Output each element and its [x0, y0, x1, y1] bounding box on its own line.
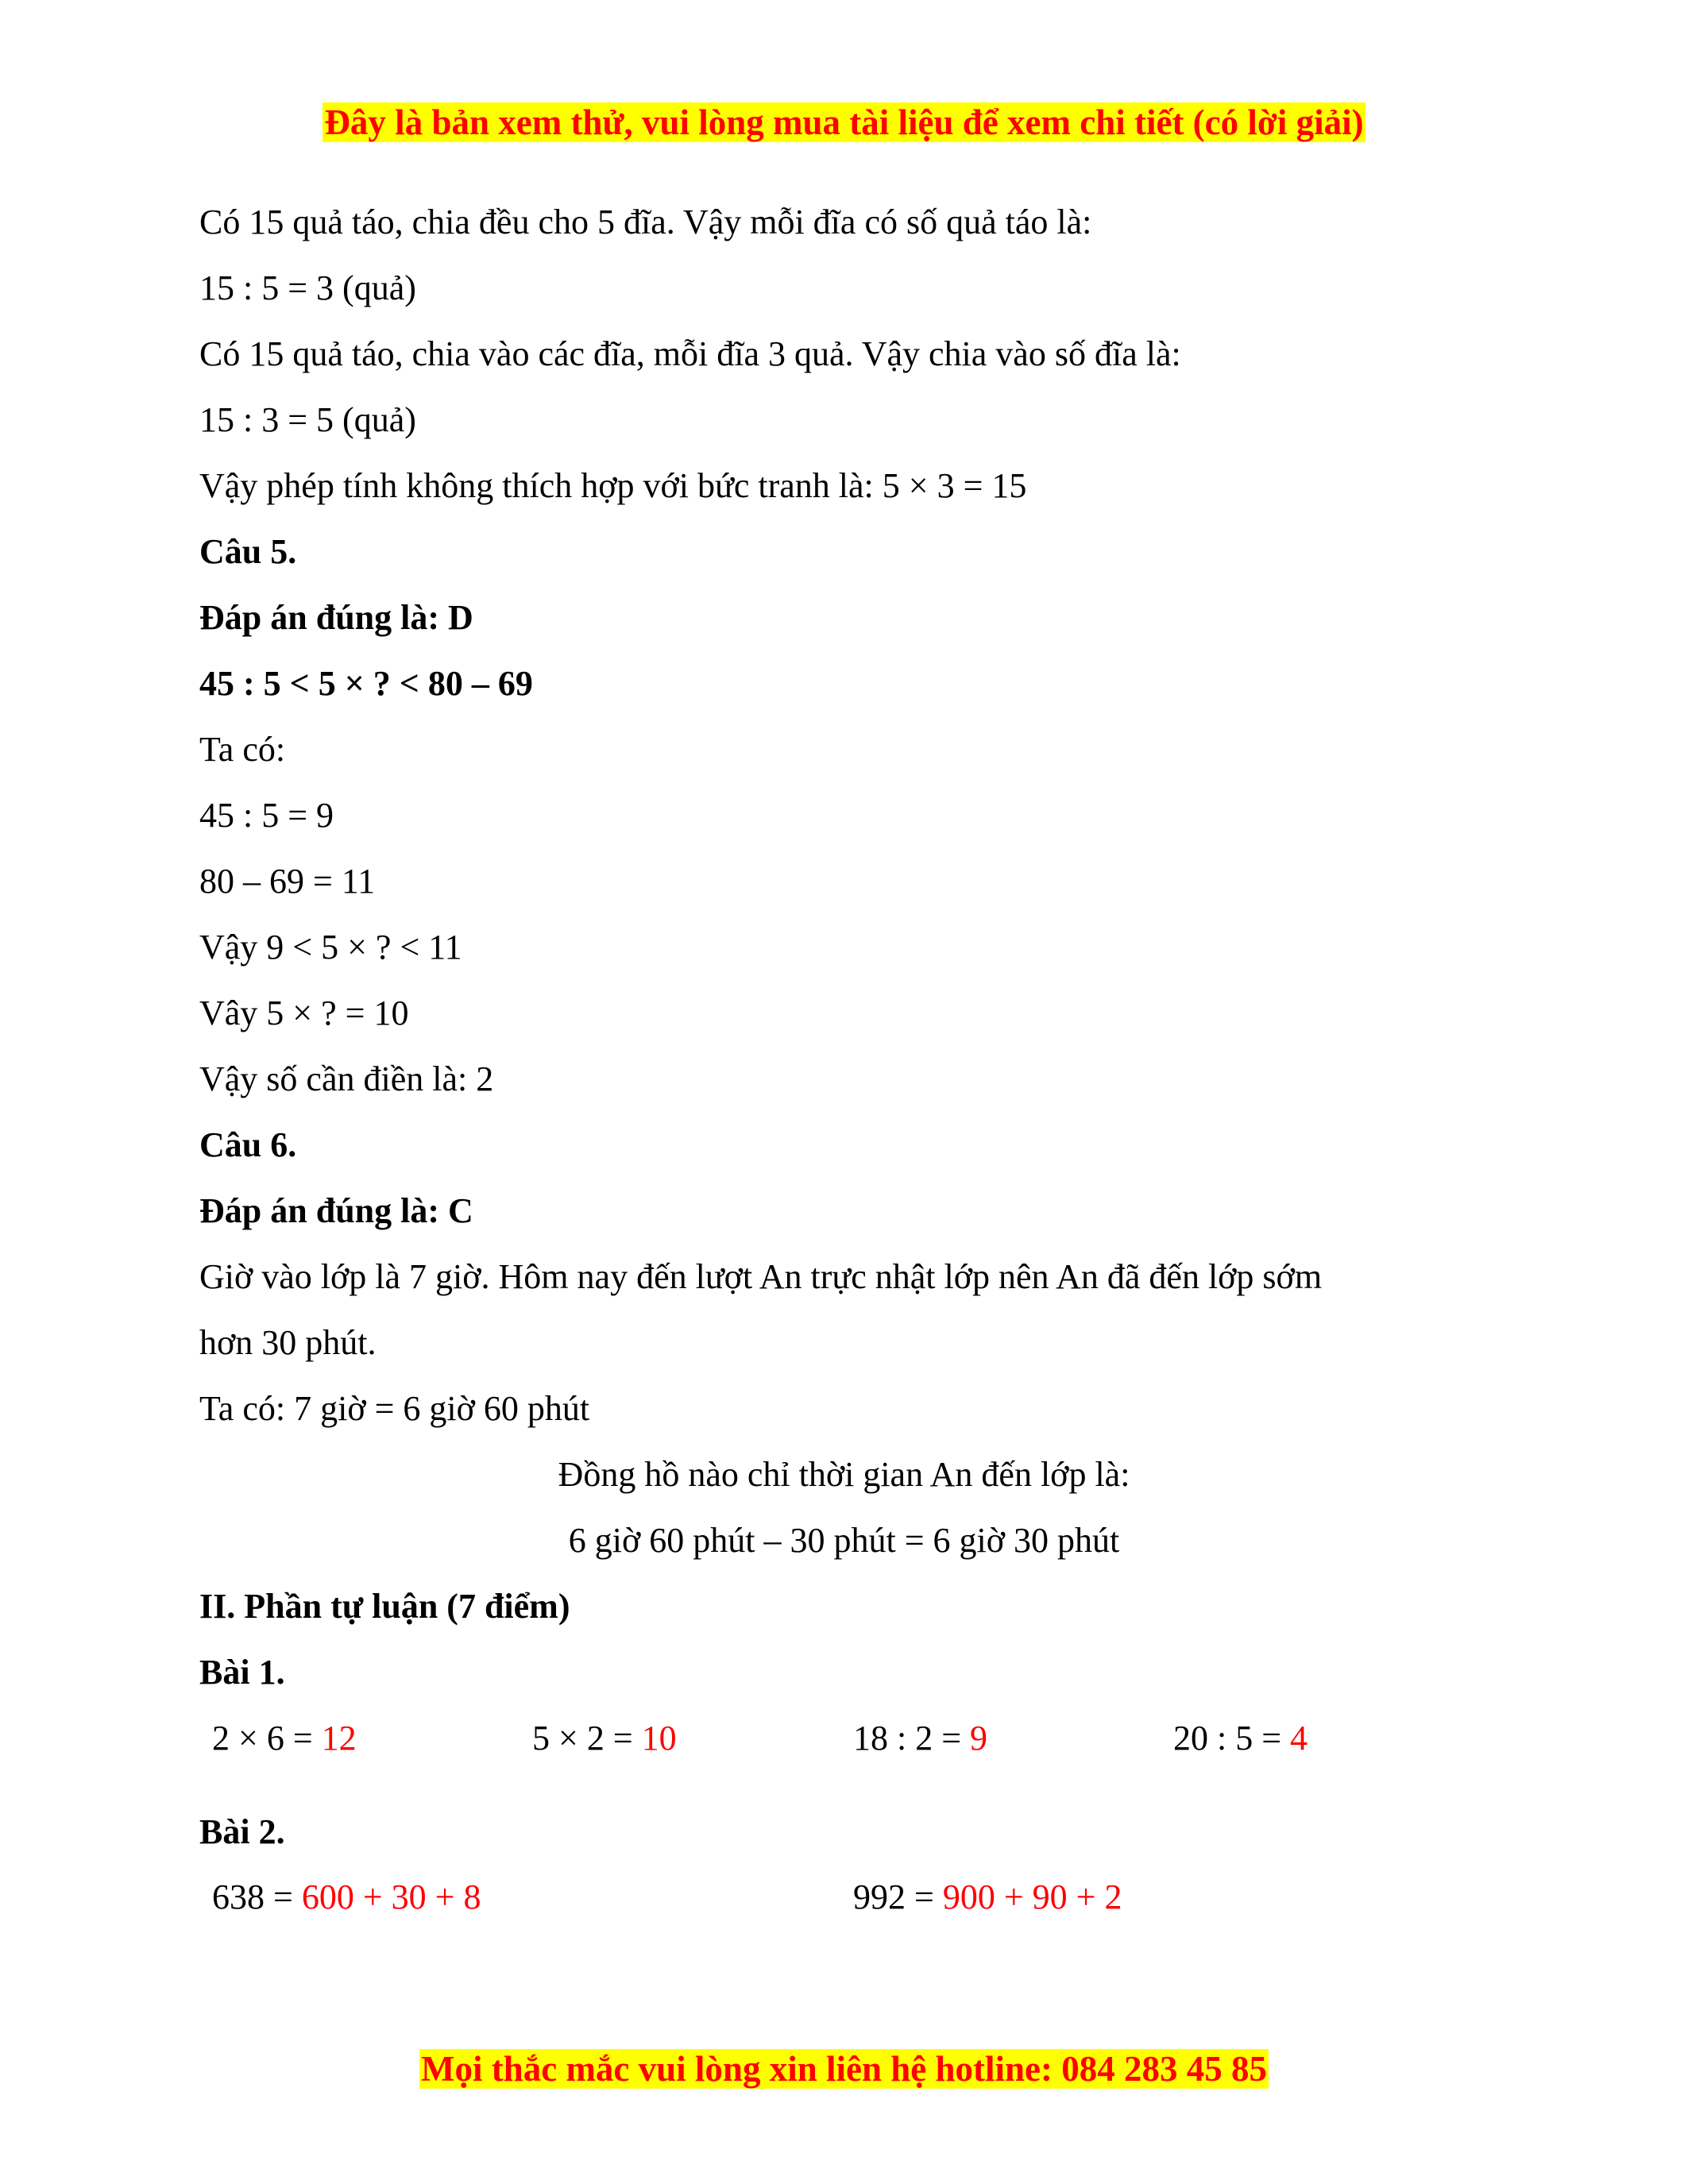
text-line: 45 : 5 = 9 — [199, 796, 334, 835]
question-heading: Câu 5. — [199, 532, 297, 571]
bai1-expression: 20 : 5 = — [1173, 1719, 1291, 1758]
bai2-answer: 600 + 30 + 8 — [301, 1877, 481, 1916]
bai1-expression: 2 × 6 = — [212, 1719, 322, 1758]
bai1-item — [853, 1716, 987, 1761]
bai2-answer: 900 + 90 + 2 — [942, 1877, 1122, 1916]
section-heading: II. Phần tự luận (7 điểm) — [199, 1587, 570, 1626]
text-line: Vậy phép tính không thích hợp với bức tranh là: 5 × 3 = 15 — [199, 466, 1027, 505]
text-line: Vậy số cần điền là: 2 — [199, 1059, 494, 1098]
text-line: 80 – 69 = 11 — [199, 862, 376, 901]
bai1-answer: 10 — [641, 1719, 677, 1758]
bai1-answer: 9 — [970, 1719, 988, 1758]
bai1-item — [212, 1716, 357, 1761]
text-line: Có 15 quả táo, chia vào các đĩa, mỗi đĩa 3 quả. Vậy chia vào số đĩa là: — [199, 334, 1181, 373]
text-line: Ta có: 7 giờ = 6 giờ 60 phút — [199, 1389, 590, 1428]
problem-statement: 45 : 5 < 5 × ? < 80 – 69 — [199, 664, 533, 703]
text-line: Giờ vào lớp là 7 giờ. Hôm nay đến lượt An trực nhật lớp nên An đã đến lớp sớm — [199, 1257, 1323, 1296]
centered-text-line: 6 giờ 60 phút – 30 phút = 6 giờ 30 phút — [568, 1521, 1120, 1560]
text-line: hơn 30 phút. — [199, 1323, 377, 1362]
text-line: 15 : 5 = 3 (quả) — [199, 268, 416, 307]
preview-notice-text: Đây là bản xem thử, vui lòng mua tài liệu để xem chi tiết (có lời giải) — [324, 102, 1364, 142]
hotline-text: Mọi thắc mắc vui lòng xin liên hệ hotline: 084 283 45 85 — [420, 2049, 1267, 2089]
hotline-banner — [0, 2047, 1688, 2091]
centered-text-line: Đồng hồ nào chỉ thời gian An đến lớp là: — [558, 1455, 1130, 1494]
bai1-answer: 4 — [1290, 1719, 1308, 1758]
bai1-item — [532, 1716, 677, 1761]
preview-notice-banner — [0, 100, 1688, 145]
answer-heading: Đáp án đúng là: D — [199, 598, 473, 637]
exercise-heading: Bài 1. — [199, 1653, 285, 1692]
text-line: 15 : 3 = 5 (quả) — [199, 400, 416, 439]
bai1-expression: 5 × 2 = — [532, 1719, 642, 1758]
text-line: Vây 5 × ? = 10 — [199, 994, 409, 1032]
bai2-item — [212, 1875, 481, 1920]
bai1-item — [1173, 1716, 1308, 1761]
text-line: Ta có: — [199, 730, 286, 769]
text-line: Vậy 9 < 5 × ? < 11 — [199, 928, 462, 967]
answer-heading: Đáp án đúng là: C — [199, 1191, 473, 1230]
bai1-answer: 12 — [321, 1719, 357, 1758]
bai2-expression: 638 = — [212, 1877, 302, 1916]
bai2-item — [853, 1875, 1122, 1920]
text-line: Có 15 quả táo, chia đều cho 5 đĩa. Vậy mỗi đĩa có số quả táo là: — [199, 203, 1092, 241]
exercise-heading: Bài 2. — [199, 1812, 285, 1851]
bai1-expression: 18 : 2 = — [853, 1719, 971, 1758]
bai2-expression: 992 = — [853, 1877, 943, 1916]
question-heading: Câu 6. — [199, 1125, 297, 1164]
